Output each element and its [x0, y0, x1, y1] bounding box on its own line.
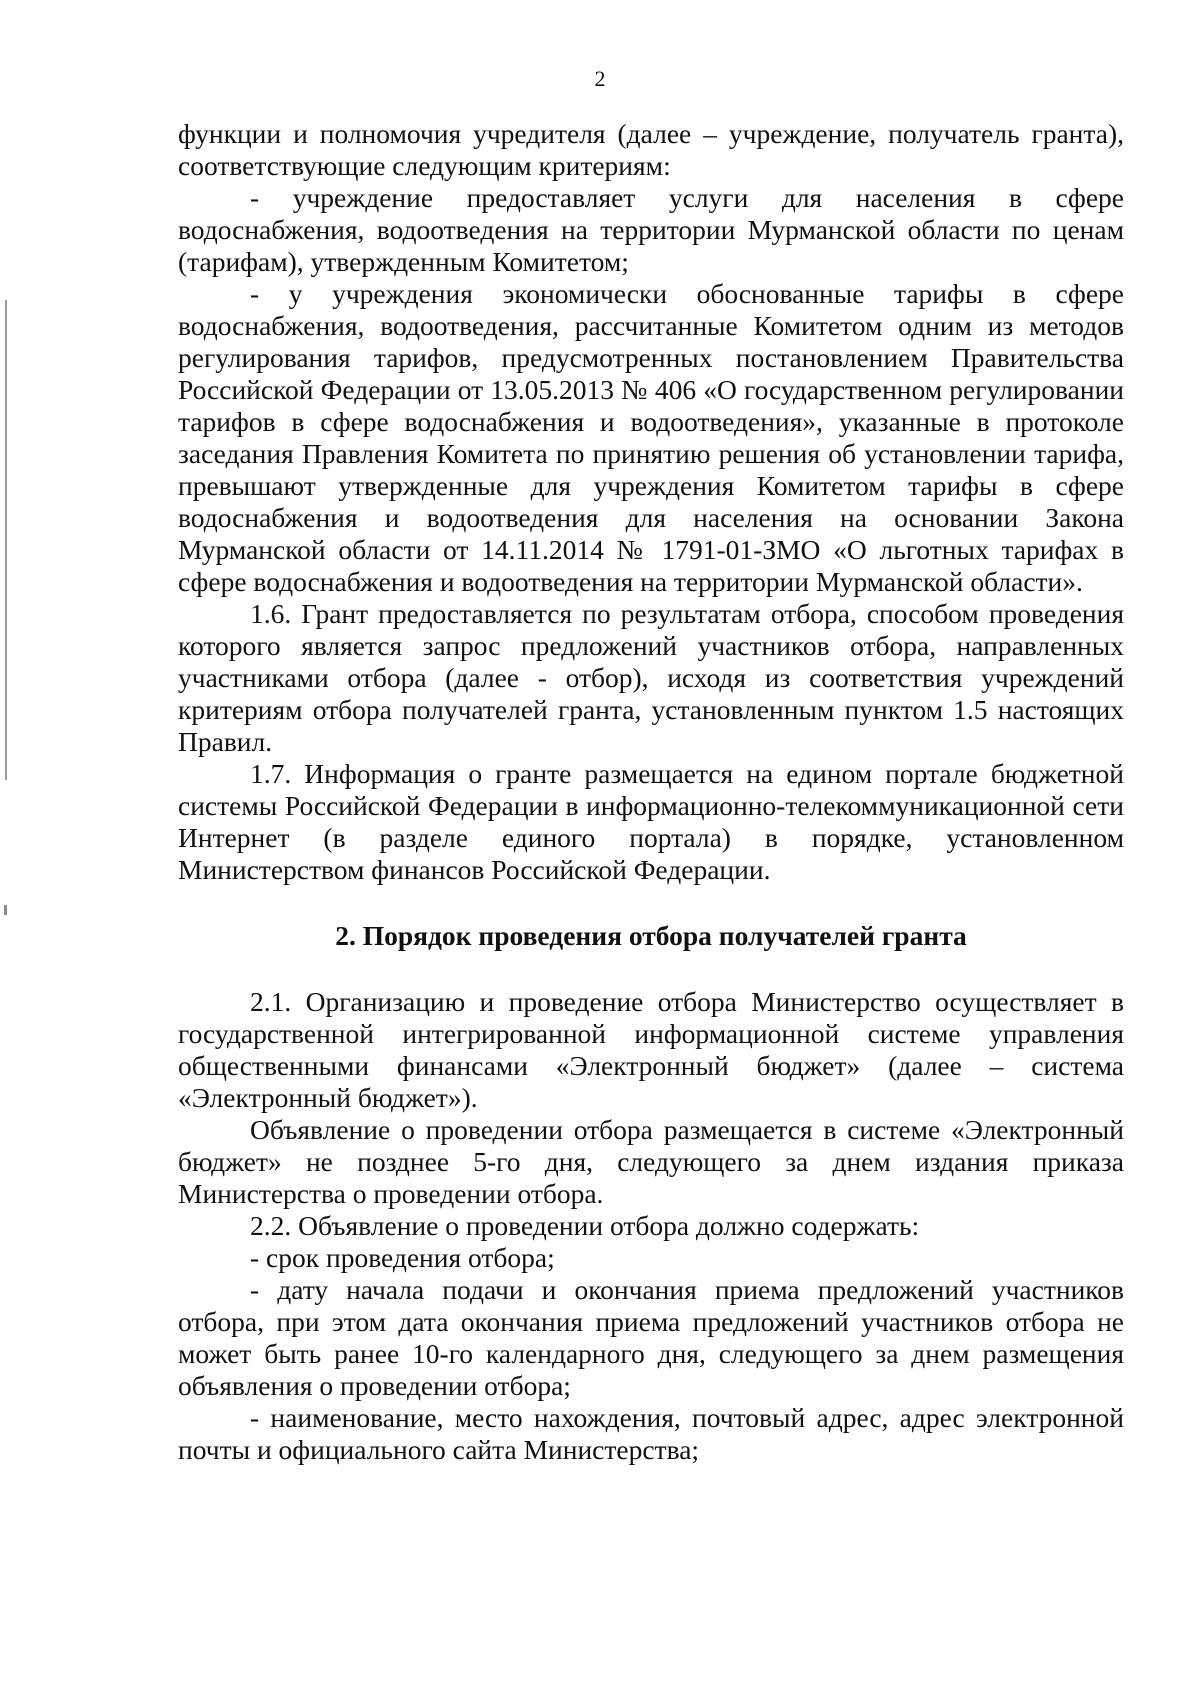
list-item-term: - срок проведения отбора;	[250, 1242, 555, 1273]
section-heading: 2. Порядок проведения отбора получателей гранта	[335, 920, 967, 951]
list-item-contacts: - наименование, место нахождения, почтовый адрес, адрес электронной почты и официального сайта Министерства;	[178, 1402, 1124, 1465]
paragraph-1-7: 1.7. Информация о гранте размещается на едином портале бюджетной системы Российской Федерации в информационно-телекоммуникационной сети Интернет (в разделе единого портала) в порядке, установленном Министерством финансов Российской Федерации.	[178, 758, 1124, 885]
document-body	[178, 118, 1124, 1466]
scan-edge-mark	[4, 905, 7, 915]
paragraph-announcement: Объявление о проведении отбора размещается в системе «Электронный бюджет» не позднее 5-го дня, следующего за днем издания приказа Министерства о проведении отбора.	[178, 1114, 1124, 1209]
page-number: 2	[594, 66, 606, 91]
paragraph-1-6: 1.6. Грант предоставляется по результатам отбора, способом проведения которого является запрос предложений участников отбора, направленных участниками отбора (далее - отбор), исходя из соответствия учреждений критериям отбора получателей гранта, установленным пунктом 1.5 настоящих Правил.	[178, 598, 1124, 757]
paragraph-criterion-1: - учреждение предоставляет услуги для населения в сфере водоснабжения, водоотведения на территории Мурманской области по ценам (тарифам), утвержденным Комитетом;	[178, 182, 1124, 277]
list-item-dates: - дату начала подачи и окончания приема предложений участников отбора, при этом дата окончания приема предложений участников отбора не может быть ранее 10-го календарного дня, следующего за днем размещения объявления о проведении отбора;	[178, 1274, 1124, 1401]
paragraph-2-1: 2.1. Организацию и проведение отбора Министерство осуществляет в государственной интегрированной информационной системе управления общественными финансами «Электронный бюджет» (далее – система «Электронный бюджет»).	[178, 986, 1124, 1113]
paragraph-intro: функции и полномочия учредителя (далее – учреждение, получатель гранта), соответствующие следующим критериям:	[178, 118, 1124, 181]
paragraph-2-2: 2.2. Объявление о проведении отбора должно содержать:	[250, 1210, 920, 1241]
paragraph-criterion-2: - у учреждения экономически обоснованные тарифы в сфере водоснабжения, водоотведения, рассчитанные Комитетом одним из методов регулирования тарифов, предусмотренных постановлением Правительства Российской Федерации от 13.05.2013 № 406 «О государственном регулировании тарифов в сфере водоснабжения и водоотведения», указанные в протоколе заседания Правления Комитета по принятию решения об установлении тарифа, превышают утвержденные для учреждения Комитетом тарифы в сфере водоснабжения и водоотведения для населения на основании Закона Мурманской области от 14.11.2014 № 1791-01-ЗМО «О льготных тарифах в сфере водоснабжения и водоотведения на территории Мурманской области».	[178, 278, 1124, 597]
scan-edge-line	[5, 300, 7, 780]
